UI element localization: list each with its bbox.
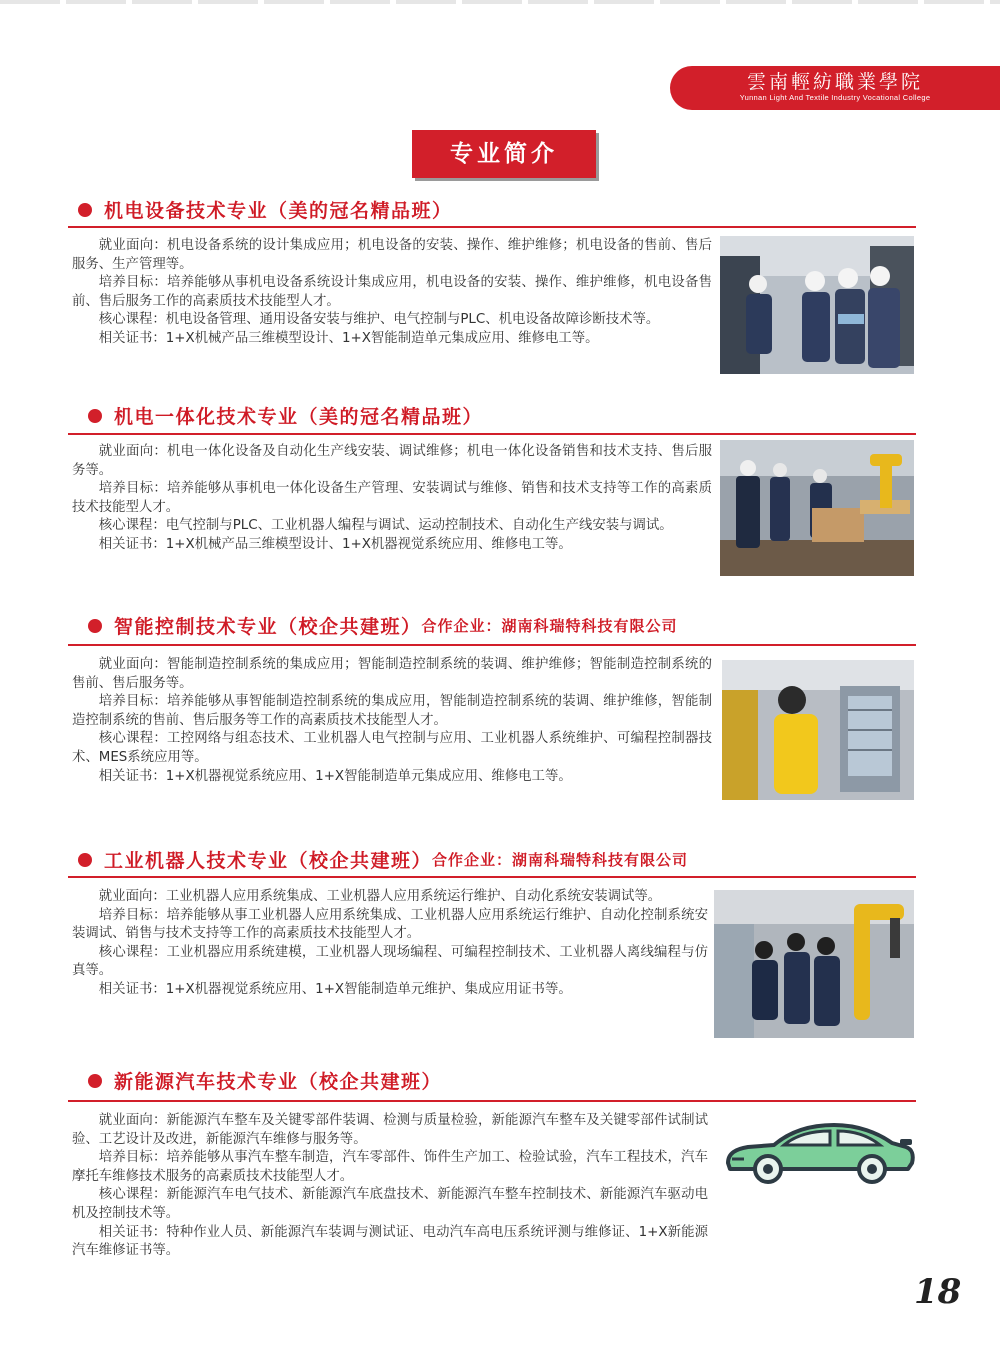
courses-paragraph: 核心课程：工业机器应用系统建模，工业机器人现场编程、可编程控制技术、工业机器人离线编程与仿真等。 xyxy=(72,944,708,979)
students-equipment-photo xyxy=(720,236,914,374)
section-heading xyxy=(88,402,483,429)
section-divider xyxy=(68,644,916,646)
employment-paragraph: 就业面向：工业机器人应用系统集成、工业机器人应用系统运行维护、自动化系统安装调试等。 xyxy=(98,889,662,904)
section-title: 机电一体化技术专业（美的冠名精品班） xyxy=(114,406,484,428)
bullet-dot-icon xyxy=(88,619,102,633)
bullet-dot-icon xyxy=(88,409,102,423)
automation-line-photo xyxy=(720,440,914,576)
certificates-paragraph: 相关证书：1+X机械产品三维模型设计、1+X智能制造单元集成应用、维修电工等。 xyxy=(98,330,599,346)
section-partner: 合作企业：湖南科瑞特科技有限公司 xyxy=(421,617,678,635)
bullet-dot-icon xyxy=(78,203,92,217)
courses-paragraph: 核心课程：机电设备管理、通用设备安装与维护、电气控制与PLC、机电设备故障诊断技术等。 xyxy=(98,312,660,328)
section-heading xyxy=(78,846,688,873)
section-title: 智能控制技术专业（校企共建班） xyxy=(114,616,422,638)
control-system-photo xyxy=(722,660,914,800)
section-heading xyxy=(88,612,678,639)
certificates-paragraph: 相关证书：1+X机械产品三维模型设计、1+X机器视觉系统应用、维修电工等。 xyxy=(98,536,572,552)
courses-paragraph: 核心课程：新能源汽车电气技术、新能源汽车底盘技术、新能源汽车整车控制技术、新能源汽车驱动电机及控制技术等。 xyxy=(72,1187,708,1221)
bullet-dot-icon xyxy=(88,1074,102,1088)
goal-paragraph: 培养目标：培养能够从事机电一体化设备生产管理、安装调试与维修、销售和技术支持等工作的高素质技术技能型人才。 xyxy=(72,481,712,515)
employment-paragraph: 就业面向：智能制造控制系统的集成应用；智能制造控制系统的装调、维护维修；智能制造控制系统的售前、售后服务等。 xyxy=(72,657,712,691)
certificates-paragraph: 相关证书：1+X机器视觉系统应用、1+X智能制造单元集成应用、维修电工等。 xyxy=(98,768,572,784)
section-body xyxy=(72,656,712,786)
employment-paragraph: 就业面向：机电一体化设备及自动化生产线安装、调试维修；机电一体化设备销售和技术支持、售后服务等。 xyxy=(72,444,712,478)
courses-paragraph: 核心课程：电气控制与PLC、工业机器人编程与调试、运动控制技术、自动化生产线安装与调试。 xyxy=(98,518,673,534)
section-divider xyxy=(68,226,916,228)
college-header-badge xyxy=(670,66,1000,110)
goal-paragraph: 培养目标：培养能够从事机电设备系统设计集成应用，机电设备的安装、操作、维护维修，机电设备售前、售后服务工作的高素质技术技能型人才。 xyxy=(72,275,712,309)
college-name-en: Yunnan Light And Textile Industry Vocational College xyxy=(739,93,931,102)
goal-paragraph: 培养目标：培养能够从事工业机器人应用系统集成、工业机器人应用系统运行维护、自动化控制系统安装调试、销售与技术支持等工作的高素质技术技能型人才。 xyxy=(72,907,708,942)
employment-paragraph: 就业面向：机电设备系统的设计集成应用；机电设备的安装、操作、维护维修；机电设备的售前、售后服务、生产管理等。 xyxy=(72,238,712,272)
page-title: 专业简介 xyxy=(412,130,596,178)
employment-paragraph: 就业面向：新能源汽车整车及关键零部件装调、检测与质量检验，新能源汽车整车及关键零部件试制试验、工艺设计及改进，新能源汽车维修与服务等。 xyxy=(72,1113,708,1147)
top-edge-marks xyxy=(0,0,1000,4)
certificates-paragraph: 相关证书：1+X机器视觉系统应用、1+X智能制造单元维护、集成应用证书等。 xyxy=(98,981,572,997)
goal-paragraph: 培养目标：培养能够从事智能制造控制系统的集成应用，智能制造控制系统的装调、维护维修，智能制造控制系统的售前、售后服务等工作的高素质技术技能型人才。 xyxy=(72,694,712,728)
courses-paragraph: 核心课程：工控网络与组态技术、工业机器人电气控制与应用、工业机器人系统维护、可编程控制器技术、MES系统应用等。 xyxy=(72,731,712,765)
section-partner: 合作企业：湖南科瑞特科技有限公司 xyxy=(432,851,689,869)
section-body xyxy=(72,1112,708,1261)
section-title: 机电设备技术专业（美的冠名精品班） xyxy=(104,200,453,222)
section-heading xyxy=(88,1067,442,1094)
college-name-cn: 雲南輕紡職業學院 xyxy=(746,71,923,93)
section-body xyxy=(72,443,712,555)
section-heading xyxy=(78,196,453,223)
bullet-dot-icon xyxy=(78,853,92,867)
section-title: 新能源汽车技术专业（校企共建班） xyxy=(114,1071,443,1093)
goal-paragraph: 培养目标：培养能够从事汽车整车制造，汽车零部件、饰件生产加工、检验试验，汽车工程技术，汽车摩托车维修技术服务的高素质技术技能型人才。 xyxy=(72,1150,708,1184)
section-divider xyxy=(68,876,916,878)
section-body xyxy=(72,888,708,1000)
section-title: 工业机器人技术专业（校企共建班） xyxy=(104,850,433,872)
section-divider xyxy=(68,433,916,435)
page-number: 18 xyxy=(914,1272,962,1312)
industrial-robot-photo xyxy=(714,890,914,1038)
section-divider xyxy=(68,1100,916,1102)
section-body xyxy=(72,237,712,349)
car-icon xyxy=(722,1117,916,1187)
certificates-paragraph: 相关证书：特种作业人员、新能源汽车装调与测试证、电动汽车高电压系统评测与维修证、1+X新能源汽车维修证书等。 xyxy=(72,1224,708,1259)
